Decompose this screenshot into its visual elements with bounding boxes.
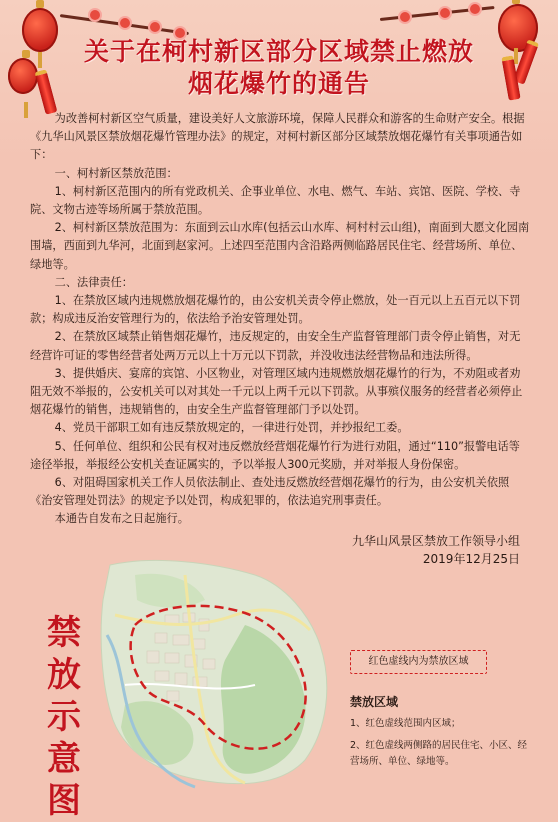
liability-item-1: 1、在禁放区域内违规燃放烟花爆竹的，由公安机关责令停止燃放，处一百元以上五百元以下罚款；构成违反治安管理行为的，依法给予治安管理处罚。 — [30, 294, 521, 326]
area-item: 2、红色虚线两侧路的居民住宅、小区、经营场所、单位、绿地等。 — [350, 740, 528, 767]
notice-title-line1: 关于在柯村新区部分区域禁止燃放 — [83, 37, 474, 66]
map-title-char: 意 — [47, 739, 81, 779]
map-title-char: 图 — [47, 781, 81, 821]
section-heading-liability: 二、法律责任： — [54, 275, 133, 289]
map-vertical-title — [40, 612, 88, 822]
scope-item-1: 1、柯村新区范围内的所有党政机关、企事业单位、水电、燃气、车站、宾馆、医院、学校、寺院、文物古迹等场所属于禁放范围。 — [30, 184, 521, 217]
area-section-title: 禁放区域 — [350, 695, 399, 709]
liability-item-5: 5、任何单位、组织和公民有权对违反燃放经营烟花爆竹行为进行劝阻，通过“110”报警电话等途径举报，举报经公安机关查证属实的，予以举报人300元奖励，并对举报人身份保密。 — [30, 439, 520, 471]
liability-item-4: 4、党员干部职工如有违反禁放规定的，一律进行处罚，并抄报纪工委。 — [54, 421, 409, 435]
intro-paragraph: 为改善柯村新区空气质量，建设美好人文旅游环境，保障人民群众和游客的生命财产安全。根据《九华山风景区禁放烟花爆竹管理办法》的规定，对柯村新区部分区域禁放烟花爆竹有关事项通告如下： — [30, 112, 525, 162]
scope-item-2: 2、柯村新区禁放范围为：东面到云山水库(包括云山水库、柯村村云山组)，南面到大愿文化园南围墙，西面到九华河，北面到赵家河。上述四至范围内含沿路两侧临路居民住宅、经营场所、单位、绿地等。 — [30, 221, 530, 271]
plum-blossom-icon — [120, 18, 130, 28]
section-heading-scope: 一、柯村新区禁放范围： — [54, 166, 178, 180]
plum-blossom-icon — [90, 10, 100, 20]
issuing-organization: 九华山风景区禁放工作领导小组 — [351, 534, 520, 548]
plum-blossom-icon — [150, 22, 160, 32]
liability-item-6: 6、对阻碍国家机关工作人员依法制止、查处违反燃放经营烟花爆竹的行为，由公安机关依照《治安管理处罚法》的规定予以处罚，构成犯罪的，依法追究刑事责任。 — [30, 476, 510, 508]
issue-date: 2019年12月25日 — [422, 552, 520, 566]
liability-item-2: 2、在禁放区域禁止销售烟花爆竹，违反规定的，由安全生产监督管理部门责令停止销售，对无经营许可证的零售经营者处两万元以上十万元以下罚款，并没收违法经营物品和违法所得。 — [30, 330, 521, 362]
area-item: 1、红色虚线范围内区域； — [350, 718, 461, 729]
plum-blossom-icon — [440, 8, 450, 18]
liability-item-3: 3、提供婚庆、宴席的宾馆、小区物业，对管理区域内违规燃放烟花爆竹的行为，不劝阻或者劝阻无效不举报的，公安机关可以对其处一千元以上两千元以下罚款。从事殡仪服务的经营者必须停止烟花爆竹的销售，违规销售的，由安全生产监督管理部门予以处罚。 — [30, 366, 523, 417]
effective-date-statement: 本通告自发布之日起施行。 — [54, 512, 189, 526]
map-title-char: 放 — [47, 655, 81, 695]
notice-title-line2: 烟花爆竹的通告 — [187, 69, 370, 98]
no-fireworks-zone-map — [95, 555, 340, 790]
plum-blossom-icon — [470, 4, 480, 14]
map-title-char: 禁 — [47, 613, 81, 653]
map-legend: 红色虚线内为禁放区域 — [350, 650, 487, 674]
plum-blossom-icon — [400, 12, 410, 22]
map-title-char: 示 — [47, 697, 81, 737]
signature-block — [352, 532, 520, 568]
notice-body — [30, 110, 530, 529]
